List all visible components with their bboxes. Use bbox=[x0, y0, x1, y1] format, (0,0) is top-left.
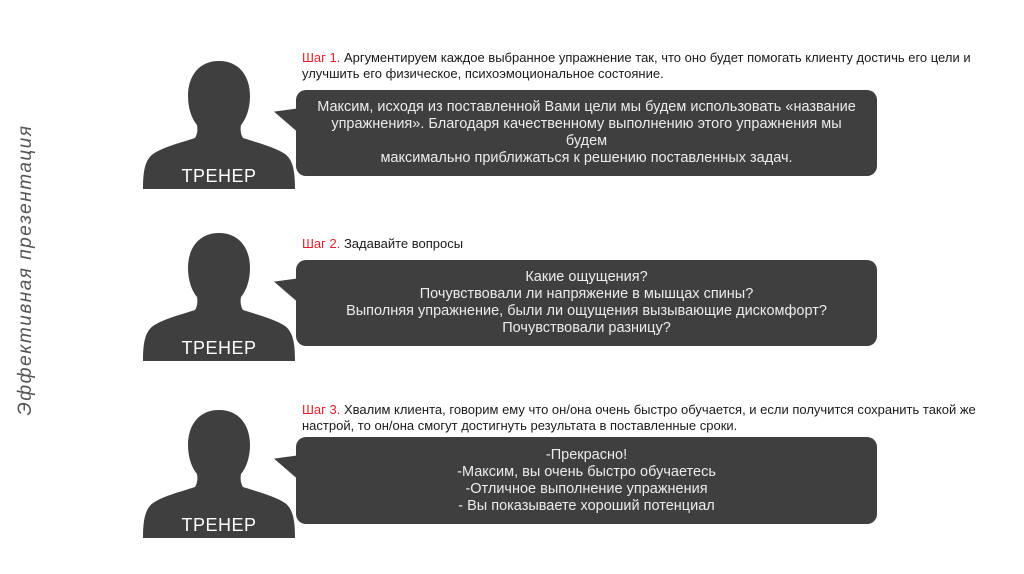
step-description: Задавайте вопросы bbox=[340, 236, 464, 251]
trainer-avatar-2 bbox=[139, 231, 299, 361]
bubble-line: упражнения». Благодаря качественному выполнению этого упражнения мы будем bbox=[331, 116, 842, 149]
avatar-label: ТРЕНЕР bbox=[181, 166, 257, 186]
step-description: Хвалим клиента, говорим ему что он/она очень быстро обучается, и если получится сохранить такой же настрой, то он/она смогут достигнуть результата в поставленные сроки. bbox=[302, 402, 976, 433]
speech-bubble-2 bbox=[296, 260, 877, 346]
step-number: Шаг 3. bbox=[302, 402, 341, 417]
trainer-avatar-3 bbox=[139, 408, 299, 538]
step-number: Шаг 1. bbox=[302, 50, 341, 65]
step-description: Аргументируем каждое выбранное упражнение так, что оно будет помогать клиенту достичь его цели и улучшить его физическое, психоэмоциональное состояние. bbox=[302, 50, 971, 81]
bubble-line: максимально приближаться к решению поставленных задач. bbox=[380, 150, 793, 166]
bubble-line: -Прекрасно! bbox=[545, 446, 628, 463]
side-title: Эффективная презентация bbox=[15, 124, 36, 416]
avatar-label: ТРЕНЕР bbox=[181, 338, 257, 358]
step-number: Шаг 2. bbox=[302, 236, 341, 251]
bubble-line: Какие ощущения? bbox=[525, 269, 648, 285]
step-2-text bbox=[302, 236, 1002, 252]
speech-bubble-1 bbox=[296, 90, 877, 176]
bubble-line: -Максим, вы очень быстро обучаетесь bbox=[457, 463, 716, 480]
avatar-label: ТРЕНЕР bbox=[181, 515, 257, 535]
bubble-line: -Отличное выполнение упражнения bbox=[465, 480, 708, 497]
speech-bubble-3 bbox=[296, 437, 877, 524]
bubble-line: - Вы показываете хороший потенциал bbox=[458, 497, 715, 514]
step-3-text bbox=[302, 402, 1002, 434]
bubble-line: Почувствовали разницу? bbox=[502, 320, 671, 336]
bubble-line: Почувствовали ли напряжение в мышцах спины? bbox=[419, 286, 754, 302]
step-1-text bbox=[302, 50, 1002, 82]
bubble-line: Максим, исходя из поставленной Вами цели мы будем использовать «название bbox=[317, 99, 856, 115]
bubble-line: Выполняя упражнение, были ли ощущения вызывающие дискомфорт? bbox=[346, 303, 827, 319]
